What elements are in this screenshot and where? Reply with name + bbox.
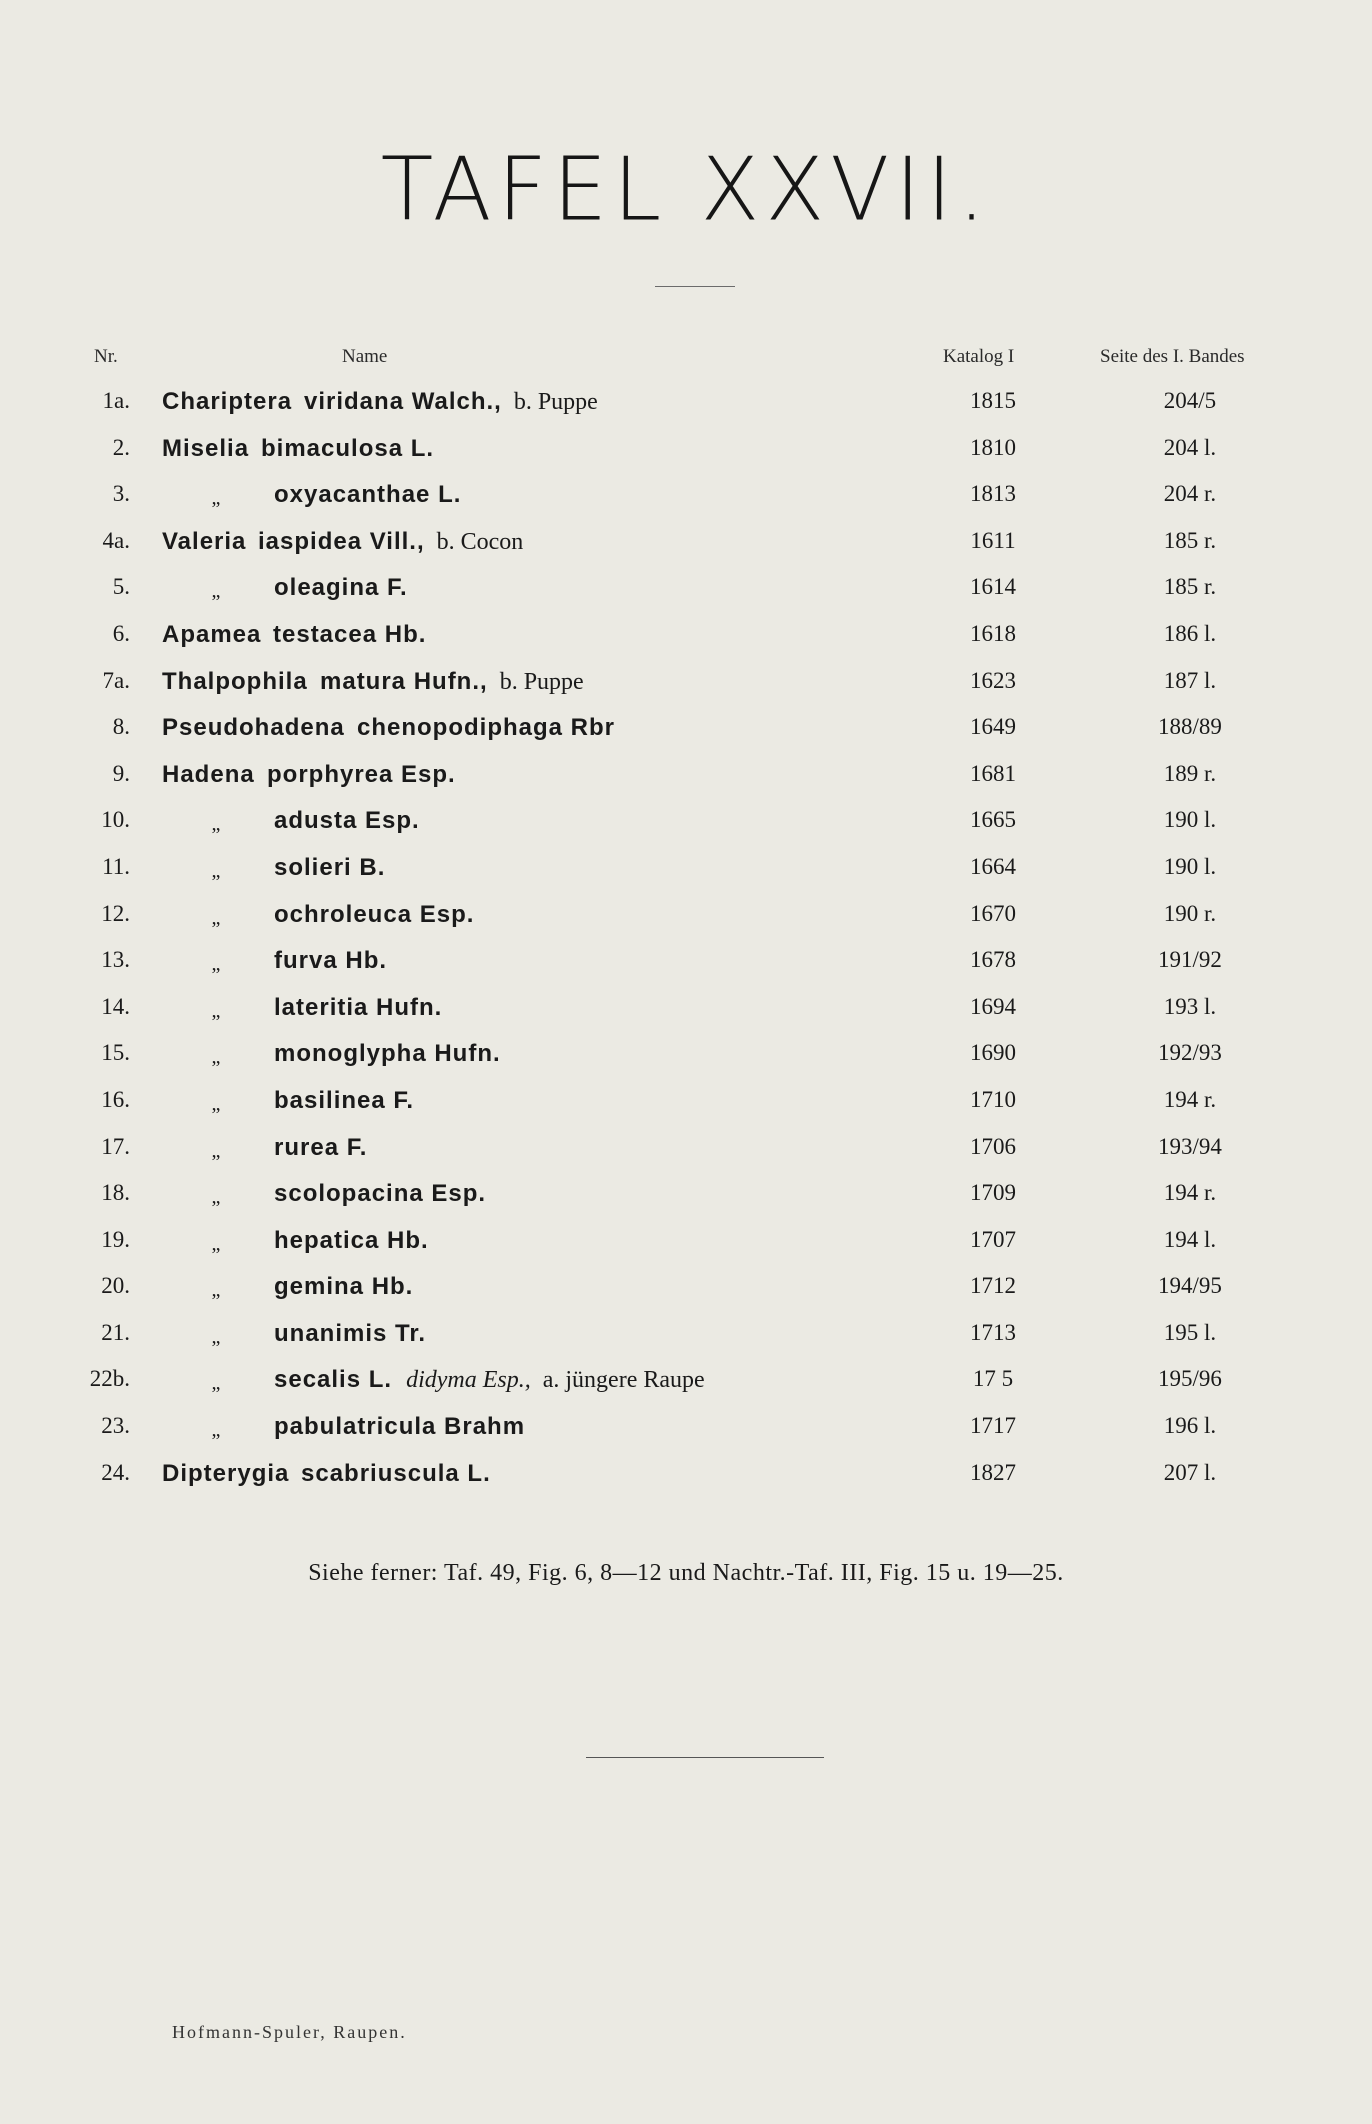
species-epithet: oxyacanthae L. xyxy=(274,481,462,509)
stage-note: b. Cocon xyxy=(436,528,524,555)
katalog-number: 1713 xyxy=(970,1319,1016,1345)
row-number: 19. xyxy=(101,1226,130,1252)
table-row xyxy=(0,427,1372,474)
footer-divider xyxy=(586,1757,824,1758)
katalog-number: 1623 xyxy=(970,667,1016,693)
species-epithet: hepatica Hb. xyxy=(274,1226,429,1254)
species-epithet: bimaculosa L. xyxy=(261,434,435,462)
page-reference: 190 l. xyxy=(1163,853,1217,879)
row-number: 12. xyxy=(101,900,130,926)
row-number: 10. xyxy=(101,807,130,833)
katalog-number: 1813 xyxy=(970,481,1016,507)
table-row xyxy=(0,1265,1372,1312)
species-name xyxy=(274,1040,501,1068)
katalog-number: 1670 xyxy=(970,900,1016,926)
species-epithet: chenopodiphaga Rbr xyxy=(357,714,615,742)
ditto-mark: „ xyxy=(211,487,221,510)
page-reference: 186 l. xyxy=(1163,620,1217,646)
species-name xyxy=(274,1134,367,1162)
genus-name: Pseudohadena xyxy=(162,714,345,742)
page-reference: 193/94 xyxy=(1158,1133,1222,1159)
table-row xyxy=(0,1079,1372,1126)
katalog-number: 1690 xyxy=(970,1040,1016,1066)
species-name xyxy=(304,388,598,416)
species-epithet: scabriuscula L. xyxy=(301,1459,491,1487)
species-epithet: porphyrea Esp. xyxy=(267,760,456,788)
row-number: 16. xyxy=(101,1086,130,1112)
table-row xyxy=(0,1032,1372,1079)
katalog-number: 1706 xyxy=(970,1133,1016,1159)
katalog-number: 1810 xyxy=(970,434,1016,460)
page-reference: 196 l. xyxy=(1163,1413,1217,1439)
row-number: 5. xyxy=(112,574,130,600)
row-number: 11. xyxy=(102,853,130,879)
ditto-mark: „ xyxy=(211,1186,221,1209)
ditto-mark: „ xyxy=(211,1419,221,1442)
table-row xyxy=(0,939,1372,986)
footnote: Siehe ferner: Taf. 49, Fig. 6, 8—12 und Nachtr.-Taf. III, Fig. 15 u. 19—25. xyxy=(308,1560,1064,1586)
row-number: 24. xyxy=(101,1459,130,1485)
species-name xyxy=(274,994,442,1022)
table-row xyxy=(0,706,1372,753)
katalog-number: 1707 xyxy=(970,1226,1016,1252)
page-reference: 194 l. xyxy=(1163,1226,1217,1252)
row-number: 20. xyxy=(101,1273,130,1299)
page-reference: 190 l. xyxy=(1163,807,1217,833)
species-epithet: monoglypha Hufn. xyxy=(274,1040,501,1068)
katalog-number: 1709 xyxy=(970,1180,1016,1206)
row-number: 21. xyxy=(101,1319,130,1345)
ditto-mark: „ xyxy=(211,999,221,1022)
species-epithet: pabulatricula Brahm xyxy=(274,1413,526,1441)
katalog-number: 1649 xyxy=(970,714,1016,740)
species-epithet: gemina Hb. xyxy=(274,1273,414,1301)
page-reference: 195 l. xyxy=(1163,1319,1217,1345)
page-reference: 188/89 xyxy=(1158,714,1222,740)
table-row xyxy=(0,1312,1372,1359)
species-epithet: secalis L. xyxy=(274,1366,393,1394)
katalog-number: 1678 xyxy=(970,947,1016,973)
row-number: 14. xyxy=(101,993,130,1019)
ditto-mark: „ xyxy=(211,1092,221,1115)
species-name xyxy=(274,574,408,602)
katalog-number: 1827 xyxy=(970,1459,1016,1485)
row-number: 2. xyxy=(112,434,130,460)
ditto-mark: „ xyxy=(211,813,221,836)
species-name xyxy=(274,901,474,929)
genus-name: Dipterygia xyxy=(162,1459,290,1487)
row-number: 1a. xyxy=(102,388,130,413)
page-reference: 204 r. xyxy=(1163,481,1217,507)
species-name xyxy=(274,481,461,509)
page-reference: 195/96 xyxy=(1158,1366,1222,1392)
page-reference: 185 r. xyxy=(1163,527,1217,553)
species-name xyxy=(258,528,523,556)
table-row xyxy=(0,1452,1372,1499)
species-epithet: furva Hb. xyxy=(274,947,388,975)
species-name xyxy=(274,854,385,882)
species-epithet: basilinea F. xyxy=(274,1086,415,1114)
table-row xyxy=(0,566,1372,613)
page-reference: 194 r. xyxy=(1163,1180,1217,1206)
table-row xyxy=(0,1219,1372,1266)
page-reference: 191/92 xyxy=(1158,947,1222,973)
katalog-number: 1665 xyxy=(970,807,1016,833)
table-row xyxy=(0,380,1372,427)
katalog-number: 1694 xyxy=(970,993,1016,1019)
stage-note: b. Puppe xyxy=(499,668,584,695)
genus-name: Miselia xyxy=(162,434,250,462)
page-reference: 194 r. xyxy=(1163,1086,1217,1112)
species-name xyxy=(274,1366,705,1394)
row-number: 23. xyxy=(101,1413,130,1439)
species-name xyxy=(274,1227,429,1255)
page-reference: 194/95 xyxy=(1158,1273,1222,1299)
column-header-katalog: Katalog I xyxy=(943,346,1015,367)
table-row xyxy=(0,753,1372,800)
species-name xyxy=(357,714,615,742)
table-row xyxy=(0,1126,1372,1173)
synonym-name: didyma Esp., xyxy=(406,1367,531,1394)
genus-name: Chariptera xyxy=(162,388,293,415)
katalog-number: 1710 xyxy=(970,1086,1016,1112)
katalog-number: 1664 xyxy=(970,853,1016,879)
table-row xyxy=(0,473,1372,520)
page-reference: 189 r. xyxy=(1163,760,1217,786)
species-name xyxy=(274,1087,414,1115)
species-epithet: scolopacina Esp. xyxy=(274,1180,487,1208)
species-name xyxy=(274,1413,525,1441)
table-row xyxy=(0,1358,1372,1405)
page-reference: 204/5 xyxy=(1163,388,1217,413)
row-number: 22b. xyxy=(89,1366,130,1392)
katalog-number: 1611 xyxy=(970,527,1016,553)
publisher-credit: Hofmann-Spuler, Raupen. xyxy=(172,2022,407,2042)
row-number: 17. xyxy=(101,1133,130,1159)
species-epithet: rurea F. xyxy=(274,1133,368,1161)
ditto-mark: „ xyxy=(211,1232,221,1255)
katalog-number: 1681 xyxy=(970,760,1016,786)
row-number: 6. xyxy=(112,620,130,646)
table-row xyxy=(0,799,1372,846)
page-reference: 204 l. xyxy=(1163,434,1217,460)
row-number: 13. xyxy=(101,947,130,973)
table-row xyxy=(0,520,1372,567)
ditto-mark: „ xyxy=(211,1279,221,1302)
column-header-seite: Seite des I. Bandes xyxy=(1100,346,1245,367)
katalog-number: 1815 xyxy=(970,388,1016,413)
ditto-mark: „ xyxy=(211,906,221,929)
species-epithet: adusta Esp. xyxy=(274,807,420,835)
species-name xyxy=(267,761,456,789)
genus-name: Thalpophila xyxy=(162,667,308,695)
table-row xyxy=(0,660,1372,707)
page-reference: 207 l. xyxy=(1163,1459,1217,1485)
species-name xyxy=(273,621,426,649)
ditto-mark: „ xyxy=(211,1139,221,1162)
species-epithet: unanimis Tr. xyxy=(274,1319,427,1347)
ditto-mark: „ xyxy=(211,953,221,976)
katalog-number: 17 5 xyxy=(972,1366,1014,1392)
species-name xyxy=(274,1273,413,1301)
katalog-number: 1712 xyxy=(970,1273,1016,1299)
page-reference: 190 r. xyxy=(1163,900,1217,926)
row-number: 9. xyxy=(112,760,130,786)
species-table xyxy=(0,380,1372,1498)
species-name xyxy=(301,1460,491,1488)
species-epithet: viridana Walch., xyxy=(304,388,502,415)
row-number: 8. xyxy=(112,714,130,740)
genus-name: Hadena xyxy=(162,760,255,788)
katalog-number: 1614 xyxy=(970,574,1016,600)
table-row xyxy=(0,1405,1372,1452)
species-epithet: testacea Hb. xyxy=(273,620,427,648)
species-epithet: iaspidea Vill., xyxy=(258,527,425,555)
row-number: 15. xyxy=(101,1040,130,1066)
table-row xyxy=(0,846,1372,893)
ditto-mark: „ xyxy=(211,1046,221,1069)
species-name xyxy=(274,947,387,975)
ditto-mark: „ xyxy=(211,859,221,882)
row-number: 3. xyxy=(112,481,130,507)
katalog-number: 1618 xyxy=(970,620,1016,646)
row-number: 7a. xyxy=(102,667,130,693)
row-number: 18. xyxy=(101,1180,130,1206)
ditto-mark: „ xyxy=(211,580,221,603)
stage-note: a. jüngere Raupe xyxy=(542,1367,705,1394)
katalog-number: 1717 xyxy=(970,1413,1016,1439)
genus-name: Apamea xyxy=(162,620,262,648)
page-reference: 187 l. xyxy=(1163,667,1217,693)
ditto-mark: „ xyxy=(211,1325,221,1348)
column-header-nr: Nr. xyxy=(94,346,118,367)
species-epithet: oleagina F. xyxy=(274,574,408,602)
ditto-mark: „ xyxy=(211,1372,221,1395)
stage-note: b. Puppe xyxy=(513,389,598,415)
species-name xyxy=(261,435,434,463)
species-epithet: solieri B. xyxy=(274,853,386,881)
title-divider xyxy=(655,286,735,287)
page-reference: 193 l. xyxy=(1163,993,1217,1019)
row-number: 4a. xyxy=(102,527,130,553)
species-epithet: lateritia Hufn. xyxy=(274,993,443,1021)
species-name xyxy=(274,1320,426,1348)
table-row xyxy=(0,986,1372,1033)
page-title: TAFEL XXVII. xyxy=(380,139,992,241)
page-reference: 192/93 xyxy=(1158,1040,1222,1066)
table-row xyxy=(0,1172,1372,1219)
page-reference: 185 r. xyxy=(1163,574,1217,600)
species-epithet: ochroleuca Esp. xyxy=(274,900,475,928)
species-name xyxy=(274,1180,486,1208)
column-header-name: Name xyxy=(342,346,388,367)
species-epithet: matura Hufn., xyxy=(320,667,488,695)
species-name xyxy=(320,668,584,696)
genus-name: Valeria xyxy=(162,527,247,555)
table-row xyxy=(0,613,1372,660)
species-name xyxy=(274,807,420,835)
table-row xyxy=(0,893,1372,940)
